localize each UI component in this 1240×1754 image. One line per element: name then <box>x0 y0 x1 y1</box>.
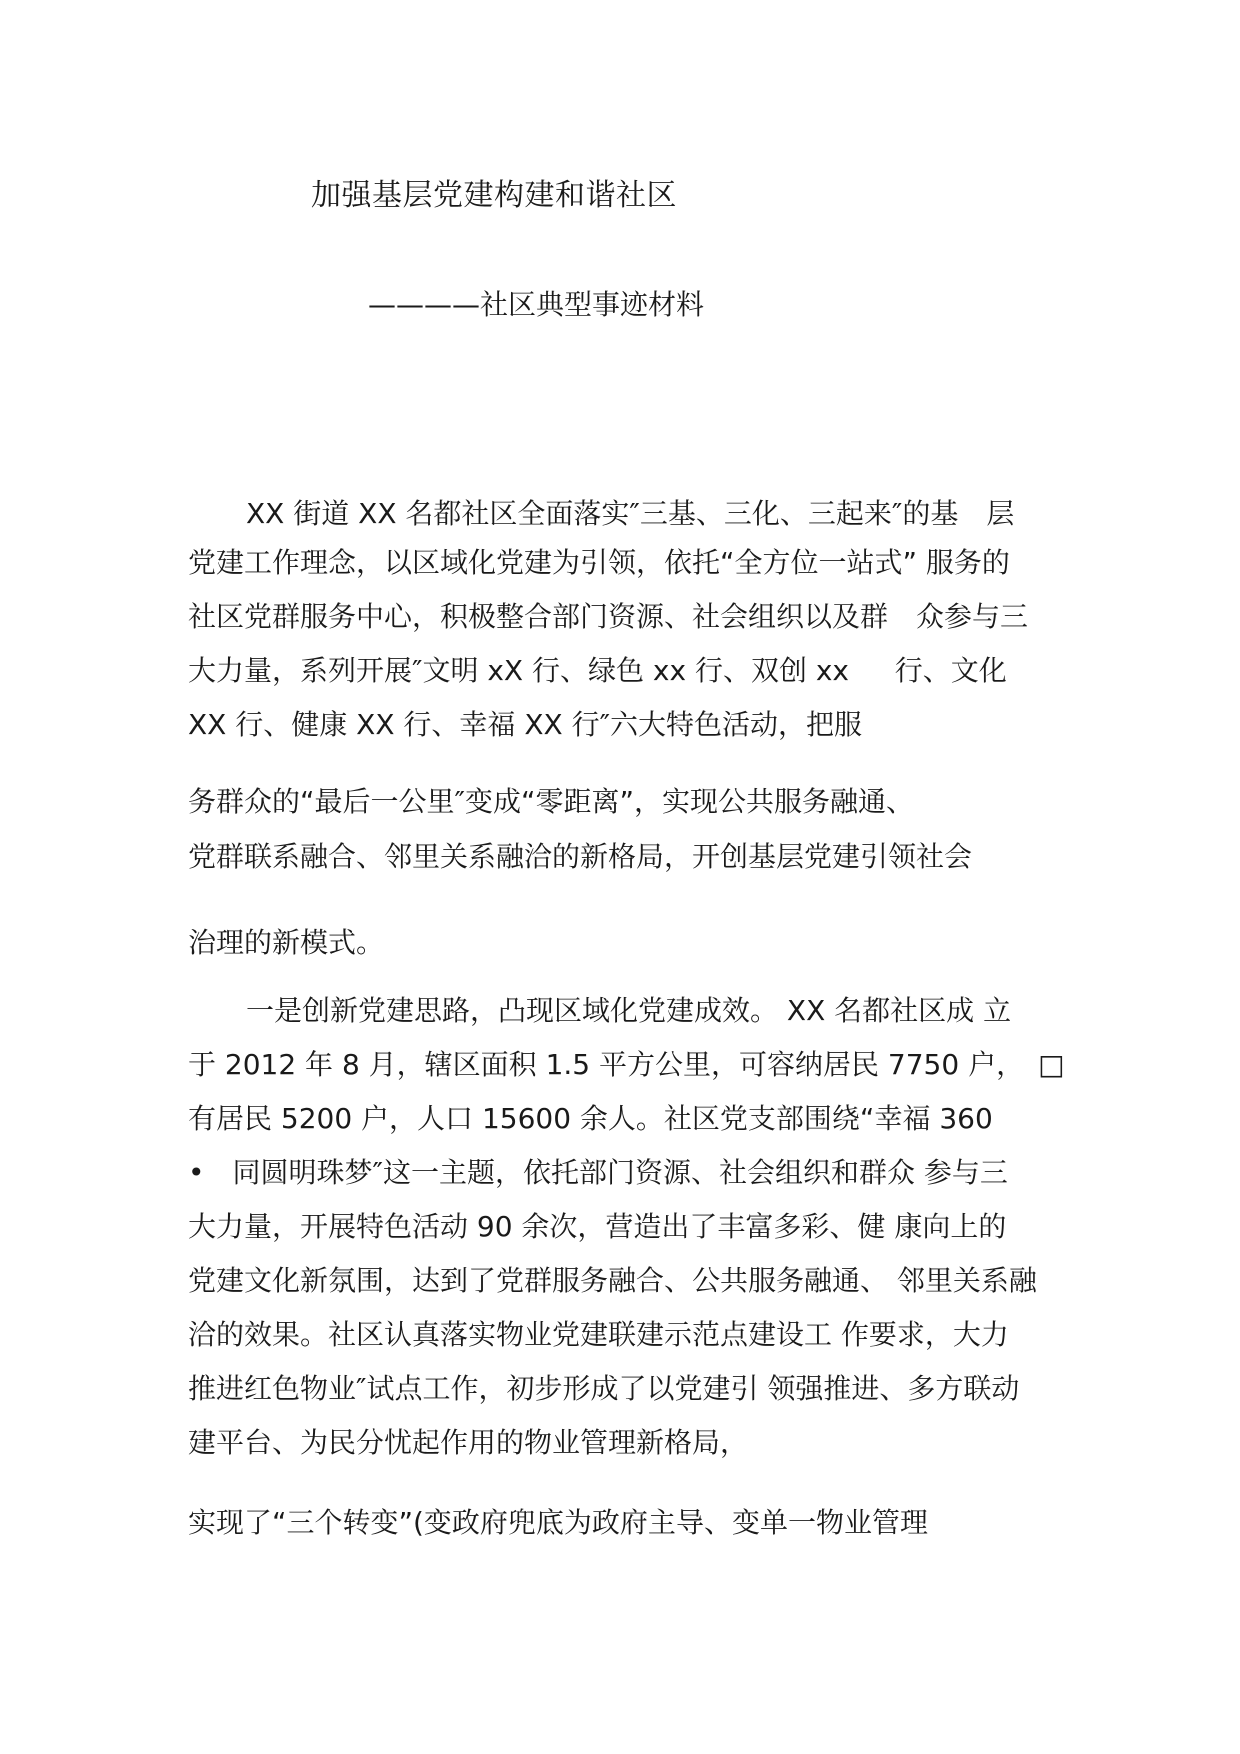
paragraph-line: 洽的效果。社区认真落实物业党建联建示范点建设工 作要求，大力 <box>188 1318 1009 1351</box>
paragraph-line: 务群众的“最后一公里″变成“零距离”，实现公共服务融通、 <box>188 785 914 818</box>
paragraph-line: 党建工作理念，以区域化党建为引领，依托“全方位一站式” 服务的 <box>188 546 1010 579</box>
paragraph-line: • 同圆明珠梦″这一主题，依托部门资源、社会组织和群众 参与三 <box>188 1156 1008 1189</box>
paragraph-line: 实现了“三个转变”(变政府兜底为政府主导、变单一物业管理 <box>188 1506 928 1539</box>
paragraph-line: 社区党群服务中心，积极整合部门资源、社会组织以及群 众参与三 <box>188 600 1029 633</box>
paragraph-line: 一是创新党建思路，凸现区域化党建成效。 XX 名都社区成 立 <box>246 994 1012 1027</box>
paragraph-line: XX 行、健康 XX 行、幸福 XX 行″六大特色活动，把服 <box>188 708 863 741</box>
document-title: 加强基层党建构建和谐社区 <box>311 178 677 213</box>
paragraph-line: 党群联系融合、邻里关系融洽的新格局，开创基层党建引领社会 <box>188 840 973 873</box>
paragraph-line: 大力量，系列开展″文明 xX 行、绿色 xx 行、双创 xx 行、文化 <box>188 654 1007 687</box>
paragraph-line: 党建文化新氛围，达到了党群服务融合、公共服务融通、 邻里关系融 <box>188 1264 1037 1297</box>
paragraph-line: 推进红色物业″试点工作，初步形成了以党建引 领强推进、多方联动 <box>188 1372 1020 1405</box>
paragraph-line: 大力量，开展特色活动 90 余次，营造出了丰富多彩、健 康向上的 <box>188 1210 1007 1243</box>
paragraph-line: 治理的新模式。 <box>188 926 385 959</box>
document-subtitle: ————社区典型事迹材料 <box>368 288 705 321</box>
paragraph-line: 于 2012 年 8 月，辖区面积 1.5 平方公里，可容纳居民 7750 户， □ <box>188 1048 1065 1081</box>
paragraph-line: XX 街道 XX 名都社区全面落实″三基、三化、三起来″的基 层 <box>246 497 1015 530</box>
paragraph-line: 有居民 5200 户，人口 15600 余人。社区党支部围绕“幸福 360 <box>188 1102 993 1135</box>
paragraph-line: 建平台、为民分忧起作用的物业管理新格局， <box>188 1426 749 1459</box>
